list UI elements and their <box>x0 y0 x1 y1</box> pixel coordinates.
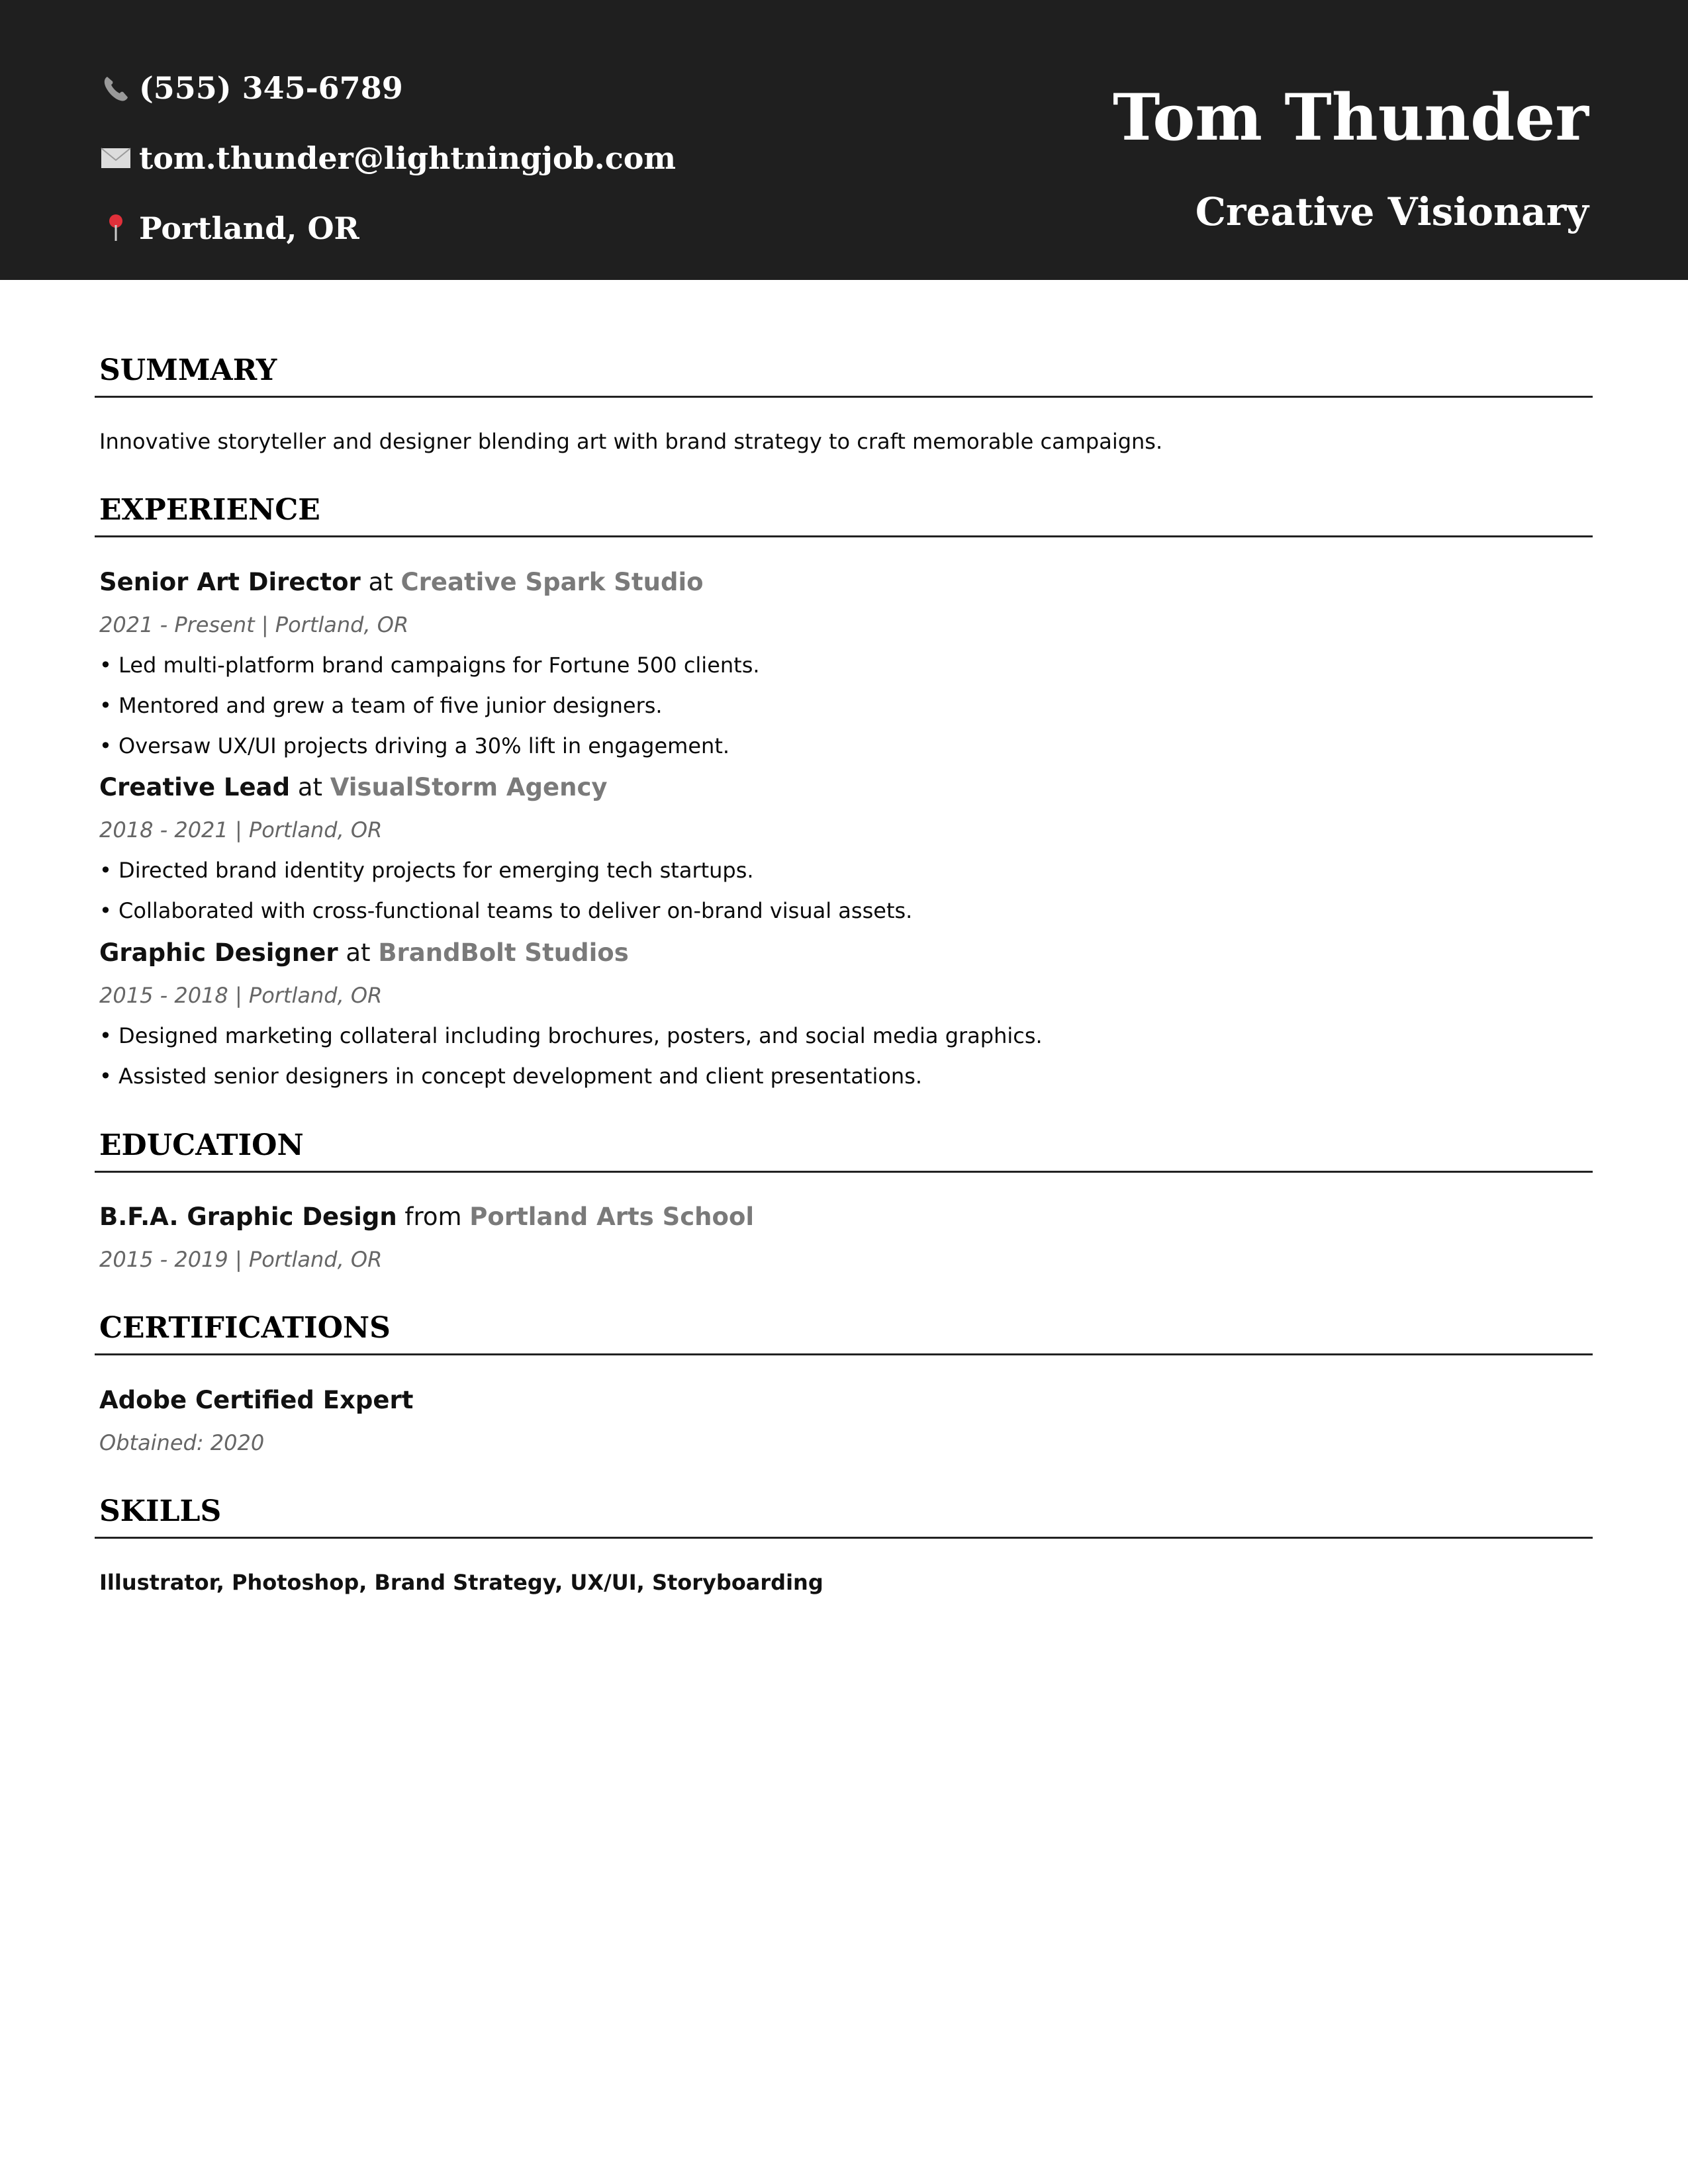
contact-email <box>99 135 676 181</box>
job-company: BrandBolt Studios <box>378 938 629 967</box>
certification-name: Adobe Certified Expert <box>99 1386 414 1414</box>
job-title-line <box>99 770 608 805</box>
education-degree: B.F.A. Graphic Design <box>99 1203 397 1231</box>
job-meta: 2018 - 2021 | Portland, OR <box>99 817 383 842</box>
certifications-heading: CERTIFICATIONS <box>99 1311 391 1345</box>
phone-icon <box>99 71 132 105</box>
summary-divider <box>95 396 1593 398</box>
job-bullet: • Oversaw UX/UI projects driving a 30% lift in engagement. <box>99 733 730 758</box>
candidate-name: Tom Thunder <box>1112 80 1589 155</box>
job-bullet: • Led multi-platform brand campaigns for Fortune 500 clients. <box>99 653 760 678</box>
job-bullet: • Designed marketing collateral including brochures, posters, and social media graphics. <box>99 1023 1043 1048</box>
job-role: Senior Art Director <box>99 568 361 596</box>
job-company: VisualStorm Agency <box>330 773 608 801</box>
contact-location <box>99 205 359 251</box>
job-title-line <box>99 565 704 600</box>
job-role: Creative Lead <box>99 773 291 801</box>
map-pin-icon <box>99 212 132 245</box>
email-text: tom.thunder@lightningjob.com <box>139 140 677 176</box>
education-school: Portland Arts School <box>469 1203 755 1231</box>
skills-heading: SKILLS <box>99 1494 222 1528</box>
job-bullet: • Directed brand identity projects for emerging tech startups. <box>99 858 754 883</box>
contact-phone <box>99 65 403 111</box>
education-divider <box>95 1171 1593 1173</box>
phone-text: (555) 345-6789 <box>139 70 403 106</box>
job-bullet: • Assisted senior designers in concept development and client presentations. <box>99 1064 923 1089</box>
job-meta: 2015 - 2018 | Portland, OR <box>99 983 383 1008</box>
summary-heading: SUMMARY <box>99 353 277 387</box>
certification-meta: Obtained: 2020 <box>99 1430 265 1455</box>
education-heading: EDUCATION <box>99 1128 304 1162</box>
education-connector: from <box>404 1203 462 1231</box>
skills-list: Illustrator, Photoshop, Brand Strategy, UX/UI, Storyboarding <box>99 1570 823 1595</box>
job-connector: at <box>346 938 371 967</box>
job-bullet: • Mentored and grew a team of five junior designers. <box>99 693 663 718</box>
job-role: Graphic Designer <box>99 938 338 967</box>
job-connector: at <box>297 773 323 801</box>
experience-divider <box>95 535 1593 537</box>
job-bullet: • Collaborated with cross-functional teams to deliver on-brand visual assets. <box>99 898 913 923</box>
job-title-line <box>99 935 629 971</box>
summary-text: Innovative storyteller and designer blending art with brand strategy to craft memorable campaigns. <box>99 429 1163 454</box>
job-connector: at <box>368 568 393 596</box>
candidate-tagline: Creative Visionary <box>1195 189 1589 234</box>
certification-name-line <box>99 1383 413 1418</box>
envelope-icon <box>99 142 132 175</box>
skills-divider <box>95 1537 1593 1539</box>
education-meta: 2015 - 2019 | Portland, OR <box>99 1247 383 1272</box>
resume-header <box>0 0 1688 280</box>
job-meta: 2021 - Present | Portland, OR <box>99 612 409 637</box>
job-company: Creative Spark Studio <box>400 568 704 596</box>
certifications-divider <box>95 1353 1593 1355</box>
experience-heading: EXPERIENCE <box>99 493 320 527</box>
education-degree-line <box>99 1199 754 1235</box>
location-text: Portland, OR <box>139 210 359 246</box>
